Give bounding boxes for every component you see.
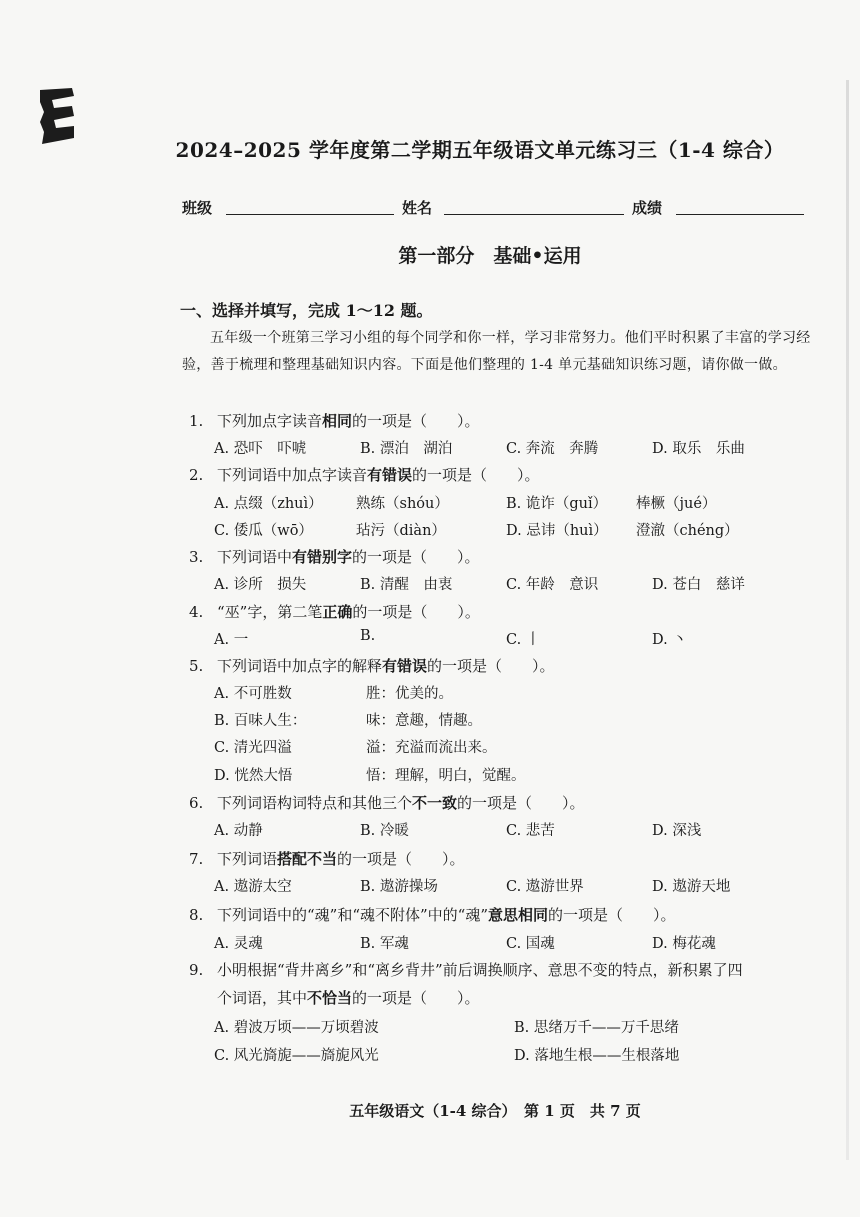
option-a[interactable]: A. 诊所 损失 <box>214 577 307 593</box>
option-a-word1[interactable]: A. 点缀（zhuì） <box>214 496 323 512</box>
question-text: 下列词语构词特点和其他三个 <box>217 794 413 812</box>
class-label: 班级 <box>182 199 213 217</box>
question-1 <box>189 410 480 431</box>
option-c[interactable]: C. 遨游世界 <box>506 879 584 895</box>
question-3-options <box>214 573 794 595</box>
option-d-explanation: 悟：理解，明白，觉醒。 <box>366 768 526 784</box>
question-number: 8. <box>189 906 204 924</box>
option-d-word2: 澄澈（chéng） <box>636 523 739 539</box>
name-blank[interactable] <box>444 214 624 215</box>
part-one-heading: 一、选择并填写，完成 1～12 题。 <box>180 301 433 320</box>
question-9-options-row1 <box>214 1016 814 1038</box>
option-d[interactable]: D. 遨游天地 <box>652 879 731 895</box>
question-2-options-row2 <box>214 519 794 541</box>
option-b[interactable]: B. 军魂 <box>360 936 409 952</box>
score-blank[interactable] <box>676 214 804 215</box>
question-keyword: 不恰当 <box>307 989 353 1007</box>
binding-clip-mark <box>38 86 78 146</box>
question-text-end: 的一项是（ ）。 <box>412 466 540 484</box>
question-keyword: 不一致 <box>412 794 458 812</box>
question-keyword: 搭配不当 <box>277 850 338 868</box>
option-d[interactable]: D. 落地生根——生根落地 <box>514 1048 680 1064</box>
option-b[interactable]: B. 思绪万千——万千思绪 <box>514 1020 679 1036</box>
section-heading: 第一部分 基础•运用 <box>398 245 582 267</box>
page-edge-shadow <box>846 80 849 1160</box>
option-c[interactable]: C. 风光旖旎——旖旎风光 <box>214 1048 379 1064</box>
question-number: 4. <box>189 603 204 621</box>
question-keyword: 意思相同 <box>488 906 549 924</box>
question-4-options <box>214 628 794 650</box>
option-c[interactable]: C. 清光四溢 <box>214 740 292 756</box>
question-text-end: 的一项是（ ）。 <box>352 603 480 621</box>
option-d[interactable]: D. 恍然大悟 <box>214 768 293 784</box>
student-info-row <box>182 194 806 218</box>
option-c-word2: 玷污（diàn） <box>356 523 446 539</box>
class-blank[interactable] <box>226 214 394 215</box>
question-3 <box>189 546 480 567</box>
score-label: 成绩 <box>632 199 663 217</box>
question-9 <box>189 956 839 1012</box>
intro-paragraph: 五年级一个班第三学习小组的每个同学和你一样，学习非常努力。他们平时积累了丰富的学习经验，善于梳理和整理基础知识内容。下面是他们整理的 1-4 单元基础知识练习题，请你做一做。 <box>182 330 811 373</box>
question-number: 9. <box>189 961 204 979</box>
question-5-option-a <box>214 682 354 704</box>
option-b[interactable]: B. 漂泊 湖泊 <box>360 441 453 457</box>
question-number: 1. <box>189 412 204 430</box>
question-keyword: 有错别字 <box>292 548 353 566</box>
option-c-word1[interactable]: C. 倭瓜（wō） <box>214 523 313 539</box>
option-c[interactable]: C. 奔流 奔腾 <box>506 441 599 457</box>
question-7-options <box>214 875 794 897</box>
option-d[interactable]: D. 苍白 慈详 <box>652 577 745 593</box>
option-b[interactable]: B. 百味人生： <box>214 713 307 729</box>
question-text: 下列词语中加点字的解释 <box>217 657 383 675</box>
question-text: 下列词语中 <box>217 548 293 566</box>
question-text: 小明根据“背井离乡”和“离乡背井”前后调换顺序、意思不变的特点，新积累了四 <box>217 961 743 979</box>
option-a[interactable]: A. 灵魂 <box>214 936 263 952</box>
question-keyword: 有错误 <box>382 657 428 675</box>
question-text-end: 的一项是（ ）。 <box>548 906 676 924</box>
question-7 <box>189 848 465 869</box>
question-number: 6. <box>189 794 204 812</box>
option-b-explanation: 味：意趣，情趣。 <box>366 713 482 729</box>
question-8-options <box>214 932 794 954</box>
question-6-options <box>214 819 794 841</box>
option-c[interactable]: C. 悲苦 <box>506 823 555 839</box>
question-9-line2 <box>189 984 839 1012</box>
option-b[interactable]: B. 遨游操场 <box>360 879 438 895</box>
question-text-end: 的一项是（ ）。 <box>427 657 555 675</box>
question-number: 3. <box>189 548 204 566</box>
question-text: 下列词语 <box>217 850 278 868</box>
option-d[interactable]: D. 丶 <box>652 632 687 648</box>
option-d[interactable]: D. 梅花魂 <box>652 936 716 952</box>
option-b[interactable]: B. 冷暖 <box>360 823 409 839</box>
option-b[interactable]: B. 清醒 由衷 <box>360 577 453 593</box>
option-a[interactable]: A. 不可胜数 <box>214 686 292 702</box>
question-5-option-b <box>214 709 354 731</box>
question-9-line1 <box>189 956 839 984</box>
question-number: 5. <box>189 657 204 675</box>
question-5 <box>189 655 555 676</box>
question-number: 7. <box>189 850 204 868</box>
question-2 <box>189 464 540 485</box>
question-keyword: 相同 <box>322 412 353 430</box>
question-text-end: 的一项是（ ）。 <box>337 850 465 868</box>
question-text-end: 的一项是（ ）。 <box>352 548 480 566</box>
question-8 <box>189 904 676 925</box>
question-1-options <box>214 437 774 459</box>
question-text-end: 的一项是（ ）。 <box>457 794 585 812</box>
option-d[interactable]: D. 取乐 乐曲 <box>652 441 745 457</box>
question-keyword: 正确 <box>322 603 353 621</box>
option-b-word2: 棒橛（jué） <box>636 496 717 512</box>
question-5-option-d <box>214 764 354 786</box>
question-9-options-row2 <box>214 1044 814 1066</box>
option-c[interactable]: C. 丨 <box>506 632 541 648</box>
option-d[interactable]: D. 深浅 <box>652 823 702 839</box>
option-a-explanation: 胜：优美的。 <box>366 686 453 702</box>
page-footer: 五年级语文（1-4 综合） 第 1 页 共 7 页 <box>349 1102 641 1120</box>
question-number: 2. <box>189 466 204 484</box>
option-a[interactable]: A. 恐吓 吓唬 <box>214 441 307 457</box>
name-label: 姓名 <box>402 199 433 217</box>
option-c[interactable]: C. 年龄 意识 <box>506 577 599 593</box>
option-c-explanation: 溢：充溢而流出来。 <box>366 740 497 756</box>
question-2-options-row1 <box>214 492 794 514</box>
option-a[interactable]: A. 遨游太空 <box>214 879 292 895</box>
question-text-end: 的一项是（ ）。 <box>352 412 480 430</box>
option-a[interactable]: A. 一 <box>214 632 249 648</box>
option-a[interactable]: A. 动静 <box>214 823 263 839</box>
option-a-word2: 熟练（shóu） <box>356 496 449 512</box>
question-text: 下列加点字读音 <box>217 412 323 430</box>
option-c[interactable]: C. 国魂 <box>506 936 555 952</box>
option-d-word1[interactable]: D. 忌讳（huì） <box>506 523 608 539</box>
question-5-option-c <box>214 736 354 758</box>
question-text: 下列词语中的“魂”和“魂不附体”中的“魂” <box>217 906 489 924</box>
question-text: 下列词语中加点字读音 <box>217 466 368 484</box>
exam-title: 2024–2025 学年度第二学期五年级语文单元练习三（1-4 综合） <box>175 138 785 162</box>
question-text: “巫”字，第二笔 <box>217 603 323 621</box>
question-text: 个词语，其中 <box>217 989 308 1007</box>
option-b-word1[interactable]: B. 诡诈（guǐ） <box>506 496 608 512</box>
question-4 <box>189 601 480 622</box>
question-text-end: 的一项是（ ）。 <box>352 989 480 1007</box>
question-keyword: 有错误 <box>367 466 413 484</box>
option-b[interactable]: B. <box>360 628 376 644</box>
question-6 <box>189 792 585 813</box>
option-a[interactable]: A. 碧波万顷——万顷碧波 <box>214 1020 379 1036</box>
